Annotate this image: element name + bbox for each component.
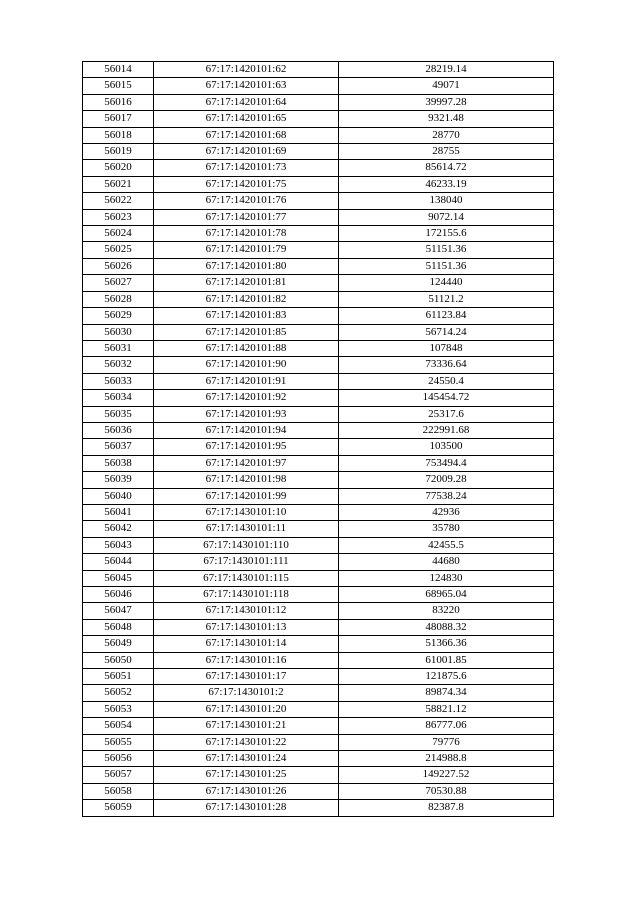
value-cell: 35780: [339, 521, 554, 537]
table-row: [83, 570, 554, 586]
table-row: [83, 718, 554, 734]
row-number-cell: 56046: [83, 587, 154, 603]
value-cell: 89874.34: [339, 685, 554, 701]
value-cell: 51151.36: [339, 242, 554, 258]
value-cell: 56714.24: [339, 324, 554, 340]
cadastral-number-cell: 67:17:1420101:62: [154, 62, 339, 78]
value-cell: 82387.8: [339, 800, 554, 816]
table-row: [83, 636, 554, 652]
table-row: [83, 176, 554, 192]
cadastral-number-cell: 67:17:1430101:28: [154, 800, 339, 816]
table-row: [83, 422, 554, 438]
cadastral-number-cell: 67:17:1420101:76: [154, 193, 339, 209]
cadastral-number-cell: 67:17:1420101:82: [154, 291, 339, 307]
table-row: [83, 111, 554, 127]
cadastral-number-cell: 67:17:1430101:25: [154, 767, 339, 783]
row-number-cell: 56016: [83, 94, 154, 110]
table-row: [83, 685, 554, 701]
row-number-cell: 56053: [83, 701, 154, 717]
value-cell: 86777.06: [339, 718, 554, 734]
value-cell: 68965.04: [339, 587, 554, 603]
table-row: [83, 62, 554, 78]
row-number-cell: 56026: [83, 258, 154, 274]
row-number-cell: 56030: [83, 324, 154, 340]
cadastral-number-cell: 67:17:1430101:12: [154, 603, 339, 619]
value-cell: 28219.14: [339, 62, 554, 78]
row-number-cell: 56014: [83, 62, 154, 78]
value-cell: 25317.6: [339, 406, 554, 422]
value-cell: 79776: [339, 734, 554, 750]
value-cell: 42936: [339, 504, 554, 520]
value-cell: 103500: [339, 439, 554, 455]
row-number-cell: 56045: [83, 570, 154, 586]
table-row: [83, 209, 554, 225]
table-row: [83, 275, 554, 291]
table-row: [83, 537, 554, 553]
table-row: [83, 455, 554, 471]
value-cell: 61123.84: [339, 308, 554, 324]
row-number-cell: 56036: [83, 422, 154, 438]
cadastral-number-cell: 67:17:1420101:79: [154, 242, 339, 258]
table-row: [83, 587, 554, 603]
cadastral-number-cell: 67:17:1430101:111: [154, 554, 339, 570]
row-number-cell: 56042: [83, 521, 154, 537]
table-row: [83, 340, 554, 356]
cadastral-number-cell: 67:17:1420101:92: [154, 390, 339, 406]
row-number-cell: 56057: [83, 767, 154, 783]
cadastral-number-cell: 67:17:1420101:77: [154, 209, 339, 225]
value-cell: 73336.64: [339, 357, 554, 373]
table-row: [83, 127, 554, 143]
table-row: [83, 669, 554, 685]
value-cell: 28770: [339, 127, 554, 143]
value-cell: 51366.36: [339, 636, 554, 652]
value-cell: 58821.12: [339, 701, 554, 717]
row-number-cell: 56038: [83, 455, 154, 471]
row-number-cell: 56032: [83, 357, 154, 373]
data-table: [82, 61, 554, 817]
row-number-cell: 56051: [83, 669, 154, 685]
cadastral-number-cell: 67:17:1420101:94: [154, 422, 339, 438]
cadastral-number-cell: 67:17:1420101:99: [154, 488, 339, 504]
table-row: [83, 291, 554, 307]
cadastral-number-cell: 67:17:1420101:97: [154, 455, 339, 471]
row-number-cell: 56058: [83, 783, 154, 799]
cadastral-number-cell: 67:17:1420101:68: [154, 127, 339, 143]
value-cell: 9321.48: [339, 111, 554, 127]
row-number-cell: 56033: [83, 373, 154, 389]
row-number-cell: 56052: [83, 685, 154, 701]
cadastral-number-cell: 67:17:1420101:95: [154, 439, 339, 455]
table-row: [83, 734, 554, 750]
cadastral-number-cell: 67:17:1430101:13: [154, 619, 339, 635]
table-body: [83, 62, 554, 817]
table-row: [83, 258, 554, 274]
row-number-cell: 56034: [83, 390, 154, 406]
row-number-cell: 56017: [83, 111, 154, 127]
table-row: [83, 226, 554, 242]
value-cell: 28755: [339, 144, 554, 160]
table-row: [83, 751, 554, 767]
row-number-cell: 56050: [83, 652, 154, 668]
table-row: [83, 554, 554, 570]
cadastral-number-cell: 67:17:1420101:69: [154, 144, 339, 160]
table-row: [83, 373, 554, 389]
row-number-cell: 56049: [83, 636, 154, 652]
row-number-cell: 56025: [83, 242, 154, 258]
cadastral-number-cell: 67:17:1420101:78: [154, 226, 339, 242]
value-cell: 24550.4: [339, 373, 554, 389]
row-number-cell: 56056: [83, 751, 154, 767]
table-row: [83, 357, 554, 373]
row-number-cell: 56027: [83, 275, 154, 291]
value-cell: 124830: [339, 570, 554, 586]
value-cell: 222991.68: [339, 422, 554, 438]
table-row: [83, 701, 554, 717]
cadastral-number-cell: 67:17:1430101:20: [154, 701, 339, 717]
table-row: [83, 783, 554, 799]
table-row: [83, 406, 554, 422]
row-number-cell: 56021: [83, 176, 154, 192]
row-number-cell: 56018: [83, 127, 154, 143]
row-number-cell: 56029: [83, 308, 154, 324]
table-row: [83, 603, 554, 619]
table-row: [83, 439, 554, 455]
row-number-cell: 56019: [83, 144, 154, 160]
cadastral-number-cell: 67:17:1430101:115: [154, 570, 339, 586]
value-cell: 72009.28: [339, 472, 554, 488]
value-cell: 85614.72: [339, 160, 554, 176]
value-cell: 9072.14: [339, 209, 554, 225]
cadastral-number-cell: 67:17:1430101:17: [154, 669, 339, 685]
cadastral-number-cell: 67:17:1420101:98: [154, 472, 339, 488]
row-number-cell: 56041: [83, 504, 154, 520]
table-row: [83, 242, 554, 258]
row-number-cell: 56020: [83, 160, 154, 176]
row-number-cell: 56022: [83, 193, 154, 209]
cadastral-number-cell: 67:17:1420101:64: [154, 94, 339, 110]
row-number-cell: 56031: [83, 340, 154, 356]
table-row: [83, 324, 554, 340]
row-number-cell: 56059: [83, 800, 154, 816]
row-number-cell: 56048: [83, 619, 154, 635]
row-number-cell: 56037: [83, 439, 154, 455]
cadastral-number-cell: 67:17:1430101:11: [154, 521, 339, 537]
cadastral-number-cell: 67:17:1430101:24: [154, 751, 339, 767]
cadastral-number-cell: 67:17:1420101:83: [154, 308, 339, 324]
row-number-cell: 56054: [83, 718, 154, 734]
row-number-cell: 56040: [83, 488, 154, 504]
value-cell: 214988.8: [339, 751, 554, 767]
row-number-cell: 56039: [83, 472, 154, 488]
cadastral-number-cell: 67:17:1420101:90: [154, 357, 339, 373]
table-row: [83, 193, 554, 209]
value-cell: 51121.2: [339, 291, 554, 307]
table-row: [83, 160, 554, 176]
value-cell: 44680: [339, 554, 554, 570]
value-cell: 107848: [339, 340, 554, 356]
table-row: [83, 488, 554, 504]
value-cell: 70530.88: [339, 783, 554, 799]
row-number-cell: 56035: [83, 406, 154, 422]
cadastral-number-cell: 67:17:1420101:81: [154, 275, 339, 291]
table-row: [83, 78, 554, 94]
cadastral-number-cell: 67:17:1430101:14: [154, 636, 339, 652]
table-row: [83, 652, 554, 668]
value-cell: 51151.36: [339, 258, 554, 274]
value-cell: 753494.4: [339, 455, 554, 471]
value-cell: 138040: [339, 193, 554, 209]
table-row: [83, 521, 554, 537]
row-number-cell: 56043: [83, 537, 154, 553]
row-number-cell: 56015: [83, 78, 154, 94]
cadastral-number-cell: 67:17:1420101:63: [154, 78, 339, 94]
row-number-cell: 56023: [83, 209, 154, 225]
value-cell: 83220: [339, 603, 554, 619]
value-cell: 149227.52: [339, 767, 554, 783]
row-number-cell: 56024: [83, 226, 154, 242]
value-cell: 124440: [339, 275, 554, 291]
cadastral-number-cell: 67:17:1420101:73: [154, 160, 339, 176]
table-row: [83, 619, 554, 635]
cadastral-number-cell: 67:17:1420101:80: [154, 258, 339, 274]
cadastral-number-cell: 67:17:1420101:75: [154, 176, 339, 192]
cadastral-number-cell: 67:17:1430101:21: [154, 718, 339, 734]
value-cell: 77538.24: [339, 488, 554, 504]
cadastral-number-cell: 67:17:1430101:22: [154, 734, 339, 750]
value-cell: 172155.6: [339, 226, 554, 242]
row-number-cell: 56028: [83, 291, 154, 307]
cadastral-number-cell: 67:17:1420101:88: [154, 340, 339, 356]
row-number-cell: 56055: [83, 734, 154, 750]
cadastral-number-cell: 67:17:1420101:91: [154, 373, 339, 389]
cadastral-number-cell: 67:17:1430101:26: [154, 783, 339, 799]
table-row: [83, 94, 554, 110]
table-row: [83, 144, 554, 160]
table-row: [83, 800, 554, 816]
value-cell: 121875.6: [339, 669, 554, 685]
cadastral-number-cell: 67:17:1430101:10: [154, 504, 339, 520]
row-number-cell: 56044: [83, 554, 154, 570]
value-cell: 48088.32: [339, 619, 554, 635]
table-row: [83, 504, 554, 520]
cadastral-number-cell: 67:17:1420101:65: [154, 111, 339, 127]
value-cell: 49071: [339, 78, 554, 94]
table-row: [83, 472, 554, 488]
cadastral-number-cell: 67:17:1430101:2: [154, 685, 339, 701]
cadastral-number-cell: 67:17:1430101:118: [154, 587, 339, 603]
value-cell: 42455.5: [339, 537, 554, 553]
table-row: [83, 390, 554, 406]
value-cell: 46233.19: [339, 176, 554, 192]
value-cell: 145454.72: [339, 390, 554, 406]
cadastral-number-cell: 67:17:1420101:85: [154, 324, 339, 340]
value-cell: 39997.28: [339, 94, 554, 110]
cadastral-number-cell: 67:17:1420101:93: [154, 406, 339, 422]
cadastral-number-cell: 67:17:1430101:110: [154, 537, 339, 553]
table-row: [83, 308, 554, 324]
row-number-cell: 56047: [83, 603, 154, 619]
cadastral-number-cell: 67:17:1430101:16: [154, 652, 339, 668]
table-row: [83, 767, 554, 783]
value-cell: 61001.85: [339, 652, 554, 668]
